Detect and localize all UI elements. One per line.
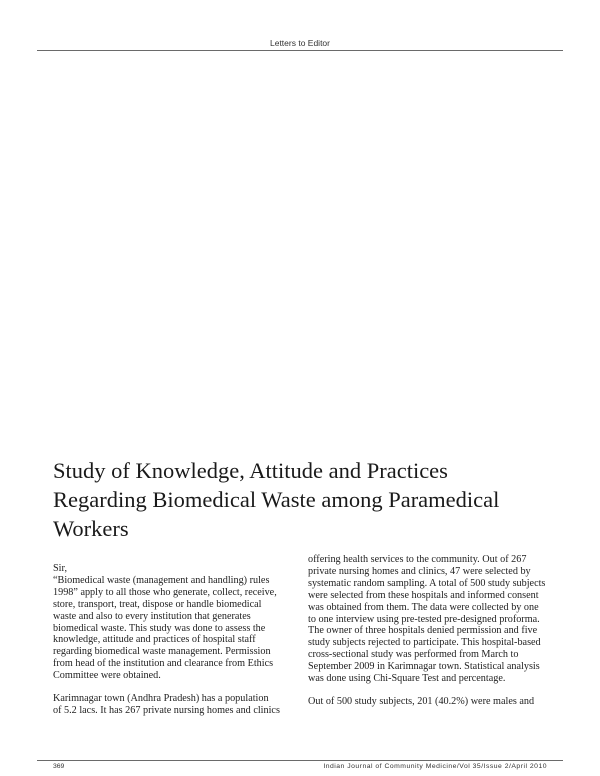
page-number: 369 (53, 763, 65, 770)
text-line: from head of the institution and clearance from Ethics (53, 658, 274, 670)
text-line: Karimnagar town (Andhra Pradesh) has a population (53, 693, 269, 705)
text-line: regarding biomedical waste management. Permission (53, 646, 271, 658)
text-line: 1998” apply to all those who generate, collect, receive, (53, 586, 277, 598)
text-line: waste and also to every institution that generates (53, 610, 251, 622)
journal-citation: Indian Journal of Community Medicine/Vol 35/Issue 2/April 2010 (323, 763, 547, 770)
header-rule (37, 50, 563, 51)
text-line: was done using Chi-Square Test and percentage. (308, 673, 506, 685)
paragraph (53, 575, 290, 682)
text-line: study subjects rejected to participate. This hospital-based (308, 637, 541, 649)
left-column (53, 563, 290, 717)
article-title (53, 456, 563, 543)
text-line: was obtained from them. The data were collected by one (308, 601, 539, 613)
text-line: private nursing homes and clinics, 47 were selected by (308, 565, 531, 577)
footer-rule (37, 760, 563, 761)
text-line: biomedical waste. This study was done to assess the (53, 622, 266, 634)
text-line: “Biomedical waste (management and handling) rules (53, 574, 270, 586)
text-line: to one interview using pre-tested pre-designed proforma. (308, 613, 540, 625)
text-line: were selected from these hospitals and informed consent (308, 589, 539, 601)
text-line: cross-sectional study was performed from March to (308, 649, 519, 661)
text-line: systematic random sampling. A total of 500 study subjects (308, 577, 546, 589)
text-line: September 2009 in Karimnagar town. Statistical analysis (308, 661, 540, 673)
text-line: knowledge, attitude and practices of hospital staff (53, 634, 256, 646)
title-line: Workers (53, 516, 129, 541)
paragraph (308, 696, 545, 708)
text-line: store, transport, treat, dispose or handle biomedical (53, 598, 262, 610)
title-line: Regarding Biomedical Waste among Paramedical (53, 487, 500, 512)
text-line: The owner of three hospitals denied permission and five (308, 625, 538, 637)
paragraph (53, 693, 290, 717)
text-line: offering health services to the community. Out of 267 (308, 554, 527, 565)
text-line: Committee were obtained. (53, 670, 161, 682)
text-line: of 5.2 lacs. It has 267 private nursing homes and clinics (53, 704, 280, 716)
salutation: Sir, (53, 563, 68, 574)
text-line: Out of 500 study subjects, 201 (40.2%) were males and (308, 695, 535, 707)
paragraph (308, 554, 545, 685)
right-column (308, 554, 545, 708)
title-line: Study of Knowledge, Attitude and Practices (53, 458, 448, 483)
running-head: Letters to Editor (269, 38, 330, 48)
